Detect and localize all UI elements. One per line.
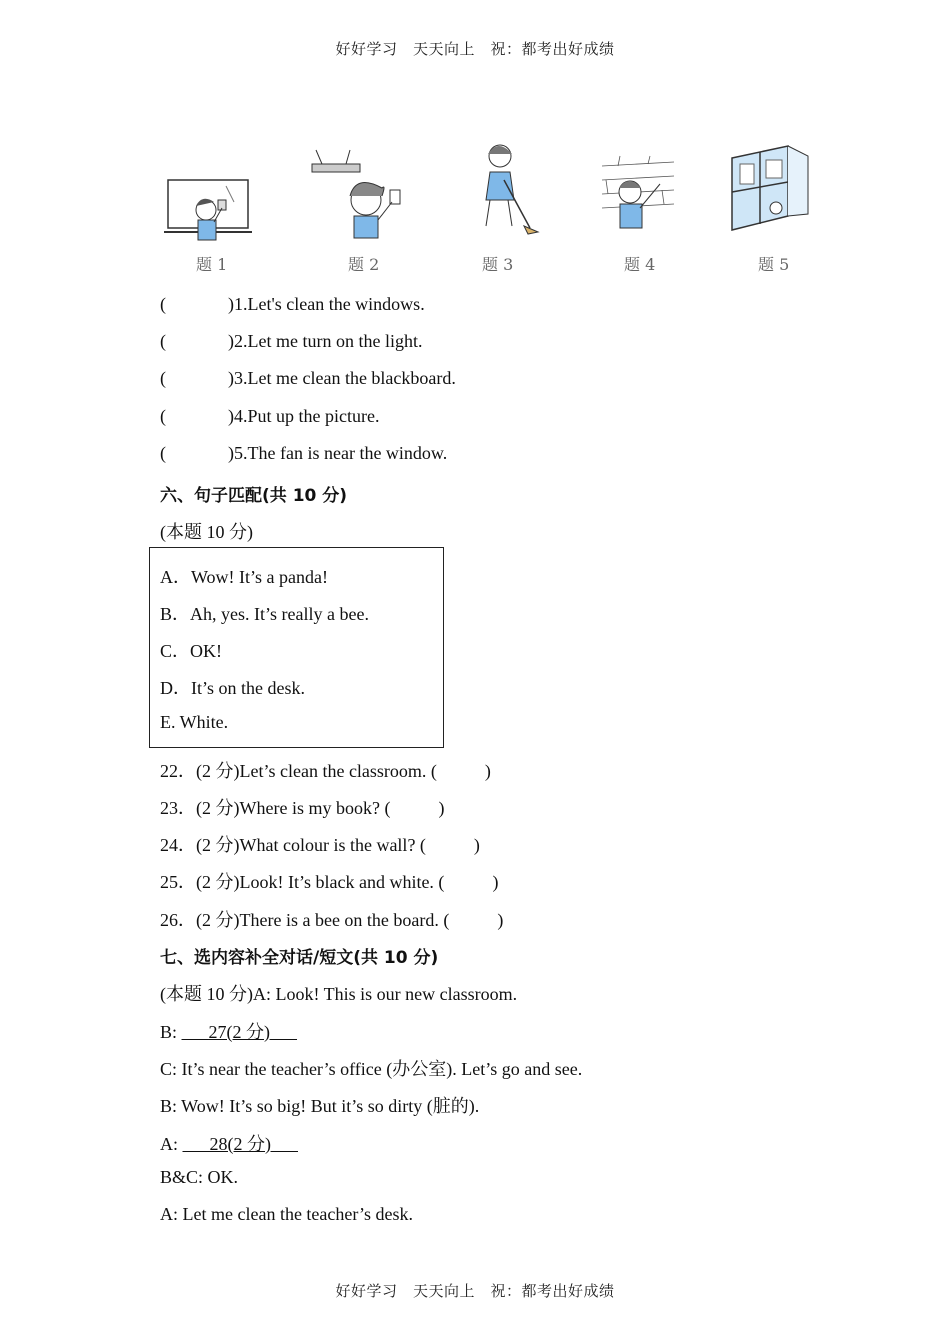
dialogue-line: B: 27(2 分): [160, 1018, 297, 1044]
boy-turning-on-light-icon: [308, 146, 408, 246]
question-item: 24．(2 分)What colour is the wall? ( ): [160, 835, 480, 855]
match-item: ( )1.Let's clean the windows.: [160, 294, 425, 314]
question-item: 25．(2 分)Look! It’s black and white. ( ): [160, 872, 499, 892]
section-title: 七、选内容补全对话/短文(共 10 分): [160, 948, 439, 968]
page-header: 好好学习 天天向上 祝：都考出好成绩: [335, 40, 615, 58]
fill-blank-27[interactable]: 27(2 分): [208, 1022, 271, 1042]
picture-caption: 题 2: [348, 255, 380, 274]
option-item: C．OK!: [160, 641, 222, 661]
match-item: ( )4.Put up the picture.: [160, 406, 380, 426]
girl-sweeping-floor-icon: [460, 140, 540, 240]
section-note: (本题 10 分): [160, 522, 253, 542]
match-item: ( )2.Let me turn on the light.: [160, 331, 423, 351]
picture-caption: 题 1: [196, 255, 228, 274]
section-title: 六、句子匹配(共 10 分): [160, 486, 348, 506]
match-item: ( )3.Let me clean the blackboard.: [160, 368, 456, 388]
page-footer: 好好学习 天天向上 祝：都考出好成绩: [335, 1282, 615, 1300]
picture-caption: 题 5: [758, 255, 790, 274]
dialogue-line: C: It’s near the teacher’s office (办公室). Let’s go and see.: [160, 1059, 583, 1079]
picture-caption: 题 4: [624, 255, 656, 274]
dialogue-line: B&C: OK.: [160, 1167, 239, 1187]
question-item: 22．(2 分)Let’s clean the classroom. ( ): [160, 761, 491, 781]
option-item: E. White.: [160, 712, 229, 732]
option-item: B．Ah, yes. It’s really a bee.: [160, 604, 369, 624]
match-item: ( )5.The fan is near the window.: [160, 443, 448, 463]
picture-row: [150, 140, 830, 280]
fill-blank-28[interactable]: 28(2 分): [209, 1134, 271, 1154]
question-item: 23．(2 分)Where is my book? ( ): [160, 798, 445, 818]
dialogue-line: A: 28(2 分): [160, 1130, 298, 1156]
dialogue-line: (本题 10 分)A: Look! This is our new classroom.: [160, 984, 518, 1004]
option-item: A．Wow! It’s a panda!: [160, 567, 329, 587]
dialogue-line: A: Let me clean the teacher’s desk.: [160, 1204, 414, 1224]
picture-caption: 题 3: [482, 255, 514, 274]
girl-cleaning-blackboard-icon: [164, 176, 254, 248]
dialogue-line: B: Wow! It’s so big! But it’s so dirty (脏的).: [160, 1096, 480, 1116]
question-item: 26．(2 分)There is a bee on the board. ( ): [160, 910, 504, 930]
window-icon: [728, 144, 812, 234]
boy-putting-up-picture-icon: [600, 154, 676, 230]
option-item: D．It’s on the desk.: [160, 678, 305, 698]
